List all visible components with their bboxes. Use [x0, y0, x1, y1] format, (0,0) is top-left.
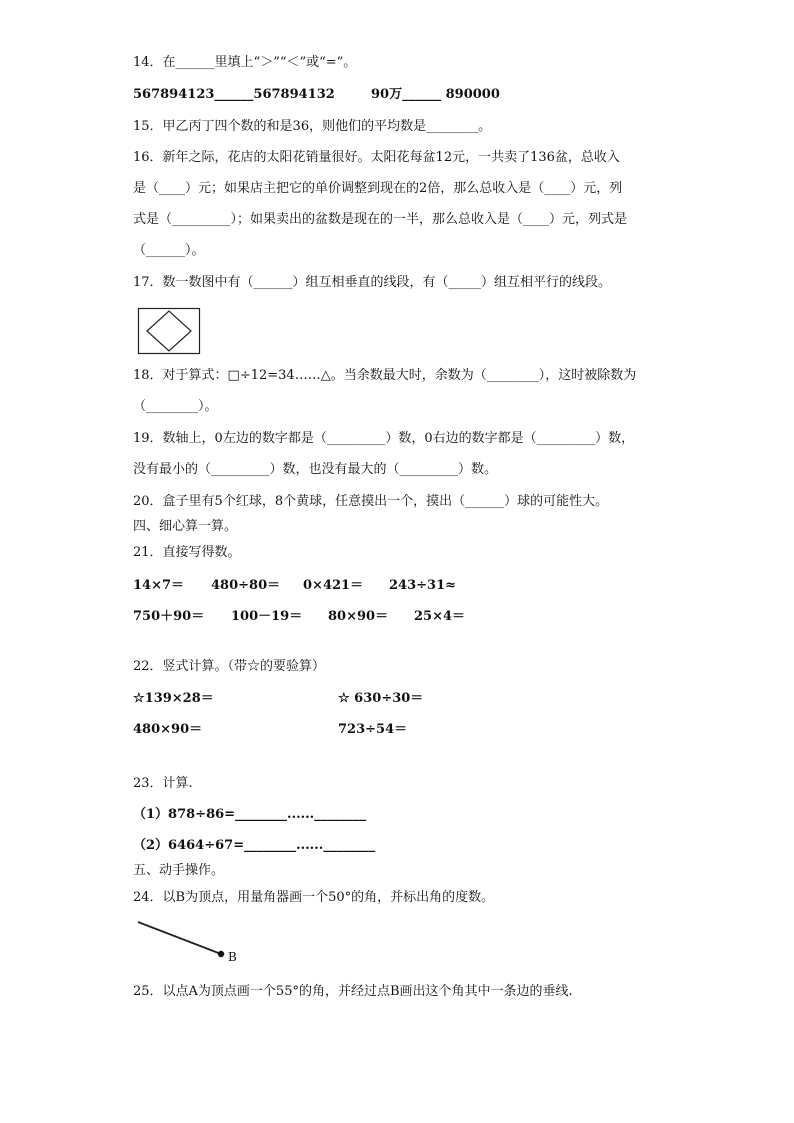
q16-line3: 式是（_________）；如果卖出的盆数是现在的一半，那么总收入是（____）元，列式是	[133, 212, 628, 227]
q21-item: 25×4＝	[414, 609, 466, 624]
q24-ray-figure	[138, 920, 228, 960]
q21-item: 14×7＝	[133, 578, 185, 593]
q14-compare-a: 567894123______567894132	[133, 87, 335, 102]
q25-text: 25．以点A为顶点画一个55°的角，并经过点B画出这个角其中一条边的垂线.	[133, 984, 573, 999]
q21-item: 0×421＝	[303, 578, 364, 593]
q22-item: 723÷54＝	[338, 722, 408, 737]
q22-item: ☆ 630÷30＝	[338, 691, 424, 706]
q19-line2: 没有最小的（_________）数，也没有最大的（_________）数。	[133, 462, 498, 477]
q16-line2: 是（____）元；如果店主把它的单价调整到现在的2倍，那么总收入是（____）元，列	[133, 181, 623, 196]
q21-item: 100－19＝	[231, 609, 303, 624]
q19-line1: 19．数轴上，0左边的数字都是（_________）数，0右边的数字都是（_________）数，	[133, 431, 635, 446]
q21-item: 750＋90＝	[133, 609, 205, 624]
q21-item: 243÷31≈	[389, 578, 457, 593]
q18-line2: （________）。	[133, 399, 218, 414]
q14-compare-b: 90万______ 890000	[371, 87, 500, 102]
q14-text: 14．在______里填上“＞”“＜”或“=”。	[133, 55, 357, 70]
q17-text: 17．数一数图中有（______）组互相垂直的线段，有（_____）组互相平行的线段。	[133, 275, 612, 290]
q21-text: 21．直接写得数。	[133, 545, 241, 560]
q15-text: 15．甲乙丙丁四个数的和是36，则他们的平均数是________。	[133, 119, 492, 134]
q24-text: 24．以B为顶点，用量角器画一个50°的角，并标出角的度数。	[133, 890, 495, 905]
q21-item: 480÷80＝	[211, 578, 281, 593]
section5-title: 五、动手操作。	[133, 863, 225, 878]
q16-line1: 16．新年之际，花店的太阳花销量很好。太阳花每盆12元，一共卖了136盆，总收入	[133, 150, 620, 165]
q18-line1: 18．对于算式：□÷12=34……△。当余数最大时，余数为（________），这时被除数为	[133, 368, 637, 383]
q20-text: 20．盒子里有5个红球，8个黄球，任意摸出一个，摸出（______）球的可能性大。	[133, 494, 609, 509]
section4-title: 四、细心算一算。	[133, 519, 238, 534]
q22-item: 480×90＝	[133, 722, 203, 737]
q17-figure	[138, 308, 200, 354]
q22-item: ☆139×28＝	[133, 691, 214, 706]
q24-point-label: B	[228, 950, 237, 964]
q23-item1: （1）878÷86=________......________	[133, 807, 367, 822]
q23-item2: （2）6464÷67=________......________	[133, 838, 376, 853]
q16-line4: （______）。	[133, 243, 205, 258]
q21-item: 80×90＝	[328, 609, 389, 624]
q23-text: 23．计算.	[133, 776, 193, 791]
q24-point-b	[218, 951, 224, 957]
q22-text: 22．竖式计算。（带☆的要验算）	[133, 659, 326, 674]
